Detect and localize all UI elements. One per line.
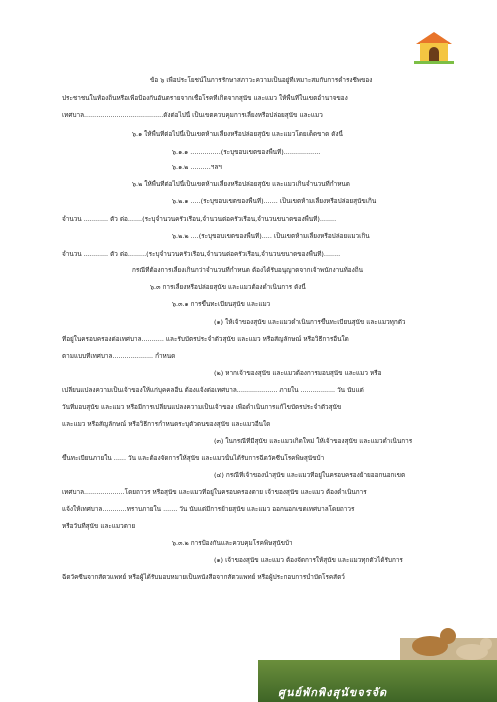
paragraph-line: ๖.๓.๑ การขึ้นทะเบียนสุนัข และแมว bbox=[172, 300, 271, 308]
paragraph-line: เทศบาล....................โดยถาวร หรือสุนัข และแมวที่อยู่ในครอบครองตาย เจ้าของสุนัข และแมว ต้องดำเนินการ bbox=[62, 488, 367, 496]
paragraph-line: (๒) หากเจ้าของสุนัข และแมวต้องการมอบสุนัข และแมว หรือ bbox=[214, 369, 382, 377]
paragraph-line: ขึ้นทะเบียนภายใน ...... วัน และต้องจัดการให้สุนัข และแมวนั้นได้รับการฉีดวัคซีนโรคพิษสุนัขบ้า bbox=[62, 454, 325, 462]
paragraph-line: ๖.๒.๑ .....(ระบุขอบเขตของพื้นที่)....... เป็นเขตห้ามเลี้ยงหรือปล่อยสุนัขเกิน bbox=[172, 197, 377, 205]
dogs-photo bbox=[400, 608, 497, 668]
paragraph-line: (๑) เจ้าของสุนัข และแมว ต้องจัดการให้สุนัข และแมวทุกตัวได้รับการ bbox=[214, 556, 403, 564]
paragraph-line: ๖.๑.๒ ..........ฯลฯ bbox=[172, 163, 222, 171]
paragraph-line: (๓) ในกรณีที่มีสุนัข และแมวเกิดใหม่ ให้เจ้าของสุนัข และแมวดำเนินการ bbox=[214, 437, 413, 445]
paragraph-line: เปลี่ยนแปลงความเป็นเจ้าของให้แก่บุคคลอื่น ต้องแจ้งต่อเทศบาล.................... ภายใน ................. วัน นับแต่ bbox=[62, 386, 364, 394]
paragraph-line: วันที่มอบสุนัข และแมว หรือมีการเปลี่ยนแปลงความเป็นเจ้าของ เพื่อดำเนินการแก้ไขบัตรประจำตัวสุนัข bbox=[62, 403, 342, 411]
paragraph-line: จำนวน ............ ตัว ต่อ.........(ระบุจำนวนครัวเรือน,จำนวนต่อครัวเรือน,จำนวนขนาดของพื้นที่)........ bbox=[62, 250, 341, 258]
paragraph-line: ประชาชนในท้องถิ่นหรือเพื่อป้องกันอันตรายจากเชื้อโรคที่เกิดจากสุนัข และแมว ให้พื้นที่ในเขตอำนาจของ bbox=[62, 94, 348, 102]
footer-title: ศูนย์พักพิงสุนัขจรจัด bbox=[278, 686, 388, 699]
paragraph-line: ๖.๒.๒ ....(ระบุขอบเขตของพื้นที่)..... เป็นเขตห้ามเลี้ยงหรือปล่อยแมวเกิน bbox=[172, 232, 370, 240]
paragraph-line: หรือวันที่สุนัข และแมวตาย bbox=[62, 522, 136, 530]
section-heading: ๖.๓ การเลี้ยงหรือปล่อยสุนัข และแมวต้องดำเนินการ ดังนี้ bbox=[150, 283, 306, 291]
paragraph-line: กรณีที่ต้องการเลี้ยงเกินกว่าจำนวนที่กำหนด ต้องได้รับอนุญาตจากเจ้าพนักงานท้องถิ่น bbox=[132, 266, 363, 274]
paragraph-line: (๔) กรณีที่เจ้าของนำสุนัข และแมวที่อยู่ในครอบครองย้ายออกนอกเขต bbox=[214, 471, 406, 479]
paragraph-line: ๖.๑.๑ ...............(ระบุขอบเขตของพื้นที่).................. bbox=[172, 148, 321, 156]
paragraph-line: จำนวน ............ ตัว ต่อ.......(ระบุจำนวนครัวเรือน,จำนวนต่อครัวเรือน,จำนวนขนาดของพื้นที่)........ bbox=[62, 215, 337, 223]
paragraph-line: ข้อ ๖ เพื่อประโยชน์ในการรักษาสภาวะความเป็นอยู่ที่เหมาะสมกับการดำรงชีพของ bbox=[150, 76, 373, 84]
section-heading: ๖.๑ ให้พื้นที่ต่อไปนี้เป็นเขตห้ามเลี้ยงหรือปล่อยสุนัข และแมวโดยเด็ดขาด ดังนี้ bbox=[132, 130, 343, 138]
paragraph-line: ฉีดวัคซีนจากสัตวแพทย์ หรือผู้ได้รับมอบหมายเป็นหนังสือจากสัตวแพทย์ หรือผู้ประกอบการบำบัดโรคสัตว์ bbox=[62, 573, 345, 581]
dog-house-icon bbox=[414, 30, 454, 64]
paragraph-line: แจ้งให้เทศบาล............ทราบภายใน ....... วัน นับแต่มีการย้ายสุนัข และแมว ออกนอกเขตเทศบาลโดยถาวร bbox=[62, 505, 355, 513]
section-heading: ๖.๒ ให้พื้นที่ต่อไปนี้เป็นเขตห้ามเลี้ยงหรือปล่อยสุนัข และแมวเกินจำนวนที่กำหนด bbox=[132, 180, 350, 188]
paragraph-line: ตามแบบที่เทศบาล.................... กำหนด bbox=[62, 352, 176, 360]
section-heading: ๖.๓.๒ การป้องกันและควบคุมโรคพิษสุนัขบ้า bbox=[172, 539, 293, 547]
paragraph-line: (๑) ให้เจ้าของสุนัข และแมวดำเนินการขึ้นทะเบียนสุนัข และแมวทุกตัว bbox=[214, 318, 406, 326]
paragraph-line: ที่อยู่ในครอบครองต่อเทศบาล........... และรับบัตรประจำตัวสุนัข และแมว หรือสัญลักษณ์ หรือวิธีการอื่นใด bbox=[62, 335, 349, 343]
paragraph-line: เทศบาล.......................................ดังต่อไปนี้ เป็นเขตควบคุมการเลี้ยงหรือปล่อยสุนัข และแมว bbox=[62, 111, 323, 119]
paragraph-line: และแมว หรือสัญลักษณ์ หรือวิธีการกำหนดระบุตัวตนของสุนัข และแมวอื่นใด bbox=[62, 420, 271, 428]
